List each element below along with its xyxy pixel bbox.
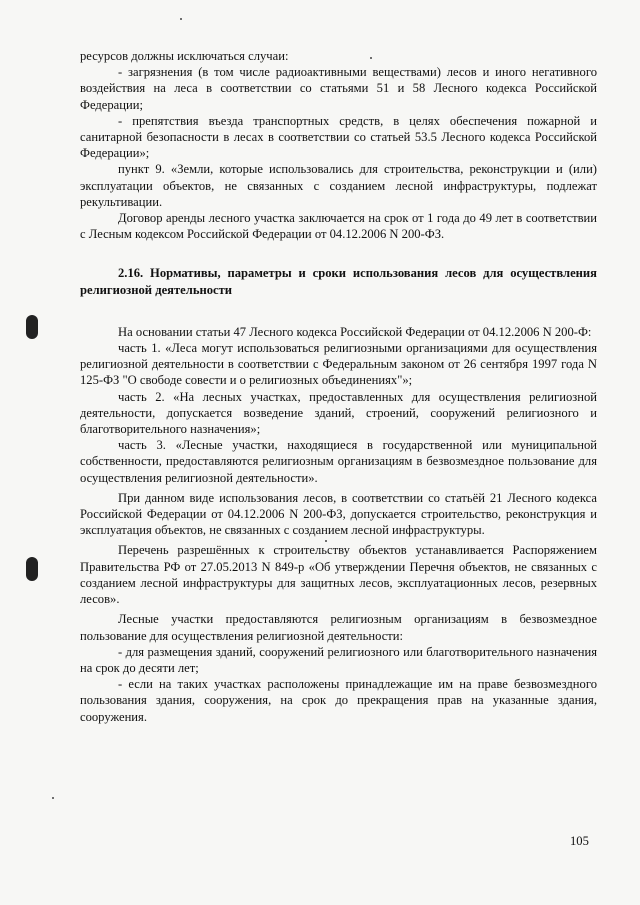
scan-speck [52, 797, 54, 799]
section-heading: 2.16. Нормативы, параметры и сроки использования лесов для осуществления религиозной деятельности [80, 266, 597, 297]
paragraph: Перечень разрешённых к строительству объектов устанавливается Распоряжением Правительства РФ от 27.05.2013 N 849-р «Об утверждении Перечня объектов, не связанных с созданием лесной инфраструктуры для защитных лесов, эксплуатационных лесов, резервных лесов». [80, 543, 597, 607]
body-text [80, 48, 597, 725]
paragraph: - загрязнения (в том числе радиоактивными веществами) лесов и иного негативного воздействия на леса в соответствии со статьями 51 и 58 Лесного кодекса Российской Федерации; [80, 65, 597, 112]
scan-speck [325, 540, 327, 542]
paragraph: часть 1. «Леса могут использоваться религиозными организациями для осуществления религиозной деятельности в соответствии с Федеральным законом от 26 сентября 1997 года N 125-ФЗ "О свободе совести и о религиозных объединениях"»; [80, 341, 597, 388]
paragraph: - если на таких участках расположены принадлежащие им на праве безвозмездного пользования здания, сооружения, на срок до прекращения прав на указанные здания, сооружения. [80, 677, 597, 724]
punch-hole-mark [26, 315, 38, 339]
paragraph: Договор аренды лесного участка заключается на срок от 1 года до 49 лет в соответствии с Лесным кодексом Российской Федерации от 04.12.2006 N 200-ФЗ. [80, 211, 597, 242]
page-number: 105 [570, 834, 589, 848]
paragraph: - для размещения зданий, сооружений религиозного или благотворительного назначения на срок до десяти лет; [80, 644, 597, 675]
paragraph: ресурсов должны исключаться случаи: [80, 49, 289, 63]
paragraph: часть 2. «На лесных участках, предоставленных для осуществления религиозной деятельности, допускается возведение зданий, строений, сооружений религиозного и благотворительного назначения»; [80, 389, 597, 437]
scan-speck [370, 57, 372, 59]
punch-hole-mark [26, 557, 38, 581]
paragraph: - препятствия въезда транспортных средств, в целях обеспечения пожарной и санитарной безопасности в лесах в соответствии со статьей 53.5 Лесного кодекса Российской Федерации»; [80, 113, 597, 161]
paragraph: пункт 9. «Земли, которые использовались для строительства, реконструкции и (или) эксплуатации объектов, не связанных с созданием лесной инфраструктуры, подлежат рекультивации. [80, 162, 597, 209]
scan-speck [180, 18, 182, 20]
paragraph: Лесные участки предоставляются религиозным организациям в безвозмездное пользование для осуществления религиозной деятельности: [80, 612, 597, 643]
paragraph: При данном виде использования лесов, в соответствии со статьёй 21 Лесного кодекса Российской Федерации от 04.12.2006 N 200-ФЗ, допускается строительство, реконструкция и эксплуатация объектов, не связанных с созданием лесной инфраструктуры. [80, 490, 597, 538]
paragraph: часть 3. «Лесные участки, находящиеся в государственной или муниципальной собственности, предоставляются религиозным организациям в безвозмездное пользование для осуществления религиозной деятельности». [80, 438, 597, 485]
paragraph: На основании статьи 47 Лесного кодекса Российской Федерации от 04.12.2006 N 200-Ф: [118, 324, 592, 339]
